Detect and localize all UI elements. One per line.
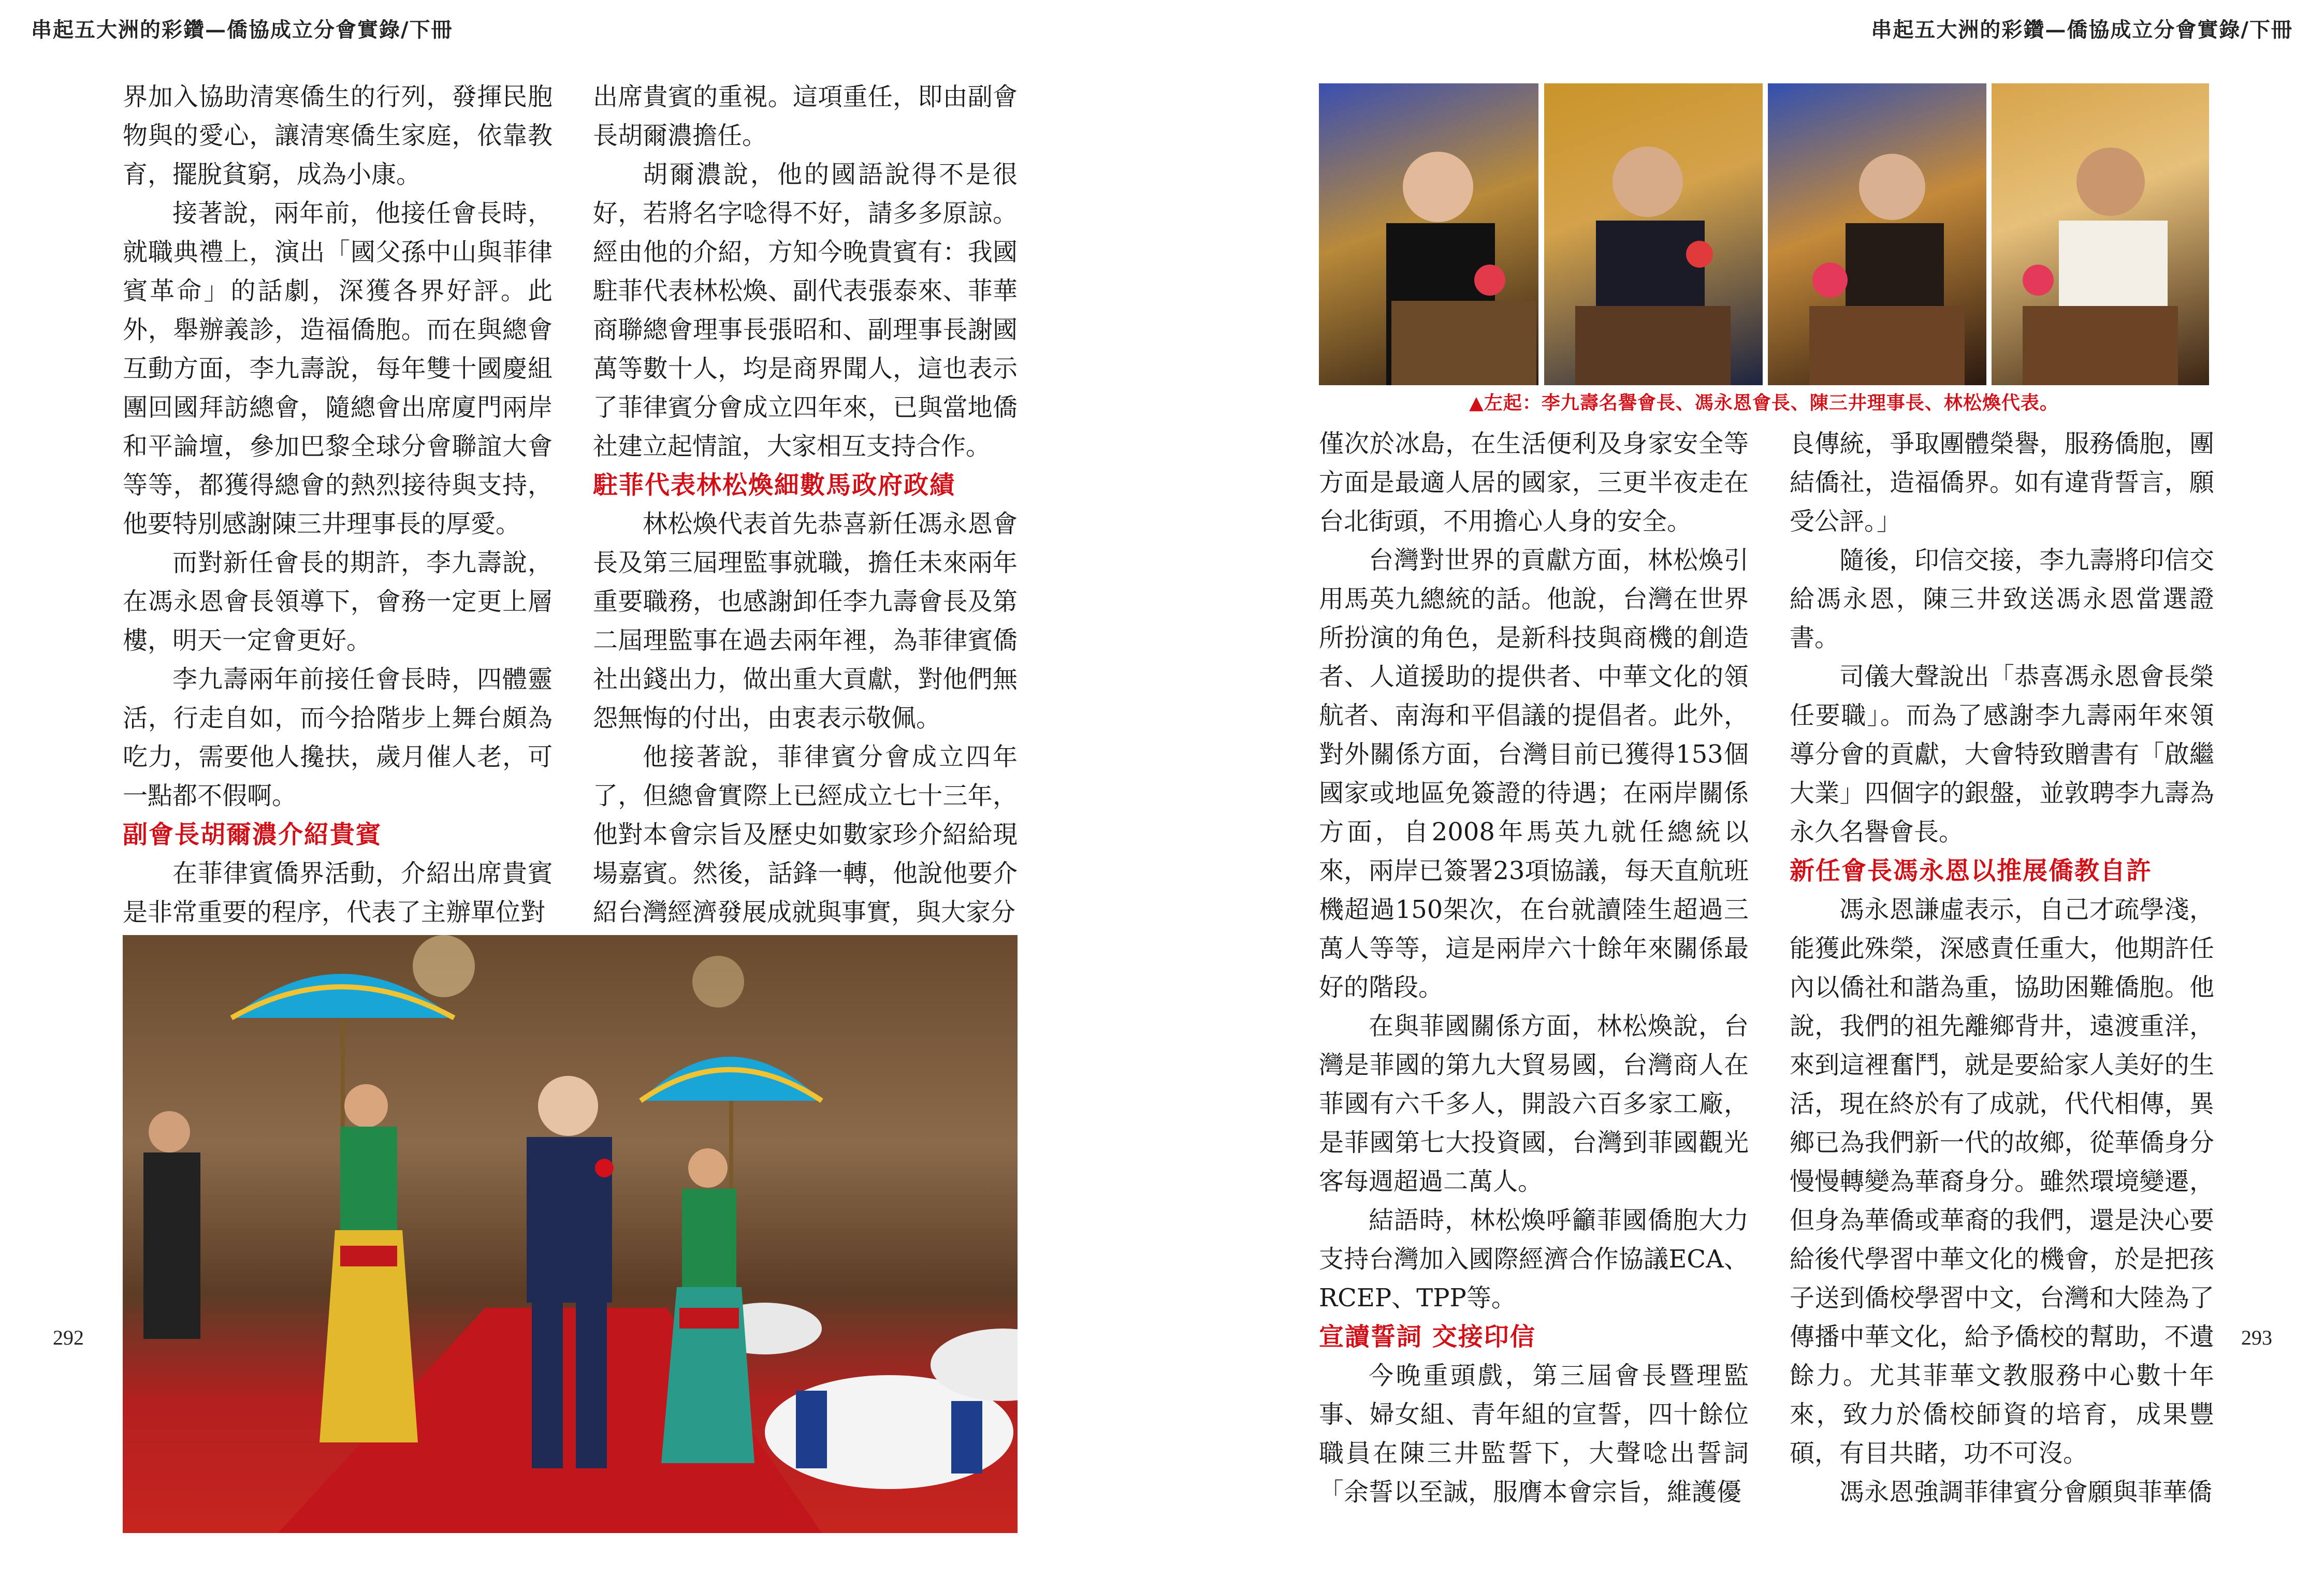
photo-caption: ▲左起：李九壽名譽會長、馮永恩會長、陳三井理事長、林松煥代表。 — [1469, 392, 2059, 414]
paragraph: 馮永恩謙虛表示，自己才疏學淺，能獲此殊榮，深感責任重大，他期許任內以僑社和諧為重，協助困難僑胞。他說，我們的祖先離鄉背井，遠渡重洋，來到這裡奮鬥，就是要給家人美好的生活，現在終於有了成就，代代相傳，異鄉已為我們新一代的故鄉，從華僑身分慢慢轉變為華裔身分。雖然環境變遷，但身為華僑或華裔的我們，還是決心要給後代學習中華文化的機會，於是把孩子送到僑校學習中文，台灣和大陸為了傳播中華文化，給予僑校的幫助，不遺餘力。尤其菲華文教服務中心數十年來，致力於僑校師資的培育，成果豐碩，有目共睹，功不可沒。 — [1790, 895, 2214, 1468]
section-heading: 駐菲代表林松煥細數馬政府政績 — [593, 471, 956, 500]
paragraph: 李九壽兩年前接任會長時，四體靈活，行走自如，而今拾階步上舞台頗為吃力，需要他人攙扶，歲月催人老，可一點都不假啊。 — [123, 665, 553, 810]
paragraph: 接著說，兩年前，他接任會長時，就職典禮上，演出「國父孫中山與菲律賓革命」的話劇，深獲各界好評。此外，舉辦義診，造福僑胞。而在與總會互動方面，李九壽說，每年雙十國慶組團回國拜訪總會，隨總會出席廈門兩岸和平論壇，參加巴黎全球分會聯誼大會等等，都獲得總會的熱烈接待與支持，他要特別感謝陳三井理事長的厚愛。 — [123, 199, 553, 538]
paragraph: 僅次於冰島，在生活便利及身家安全等方面是最適人居的國家，三更半夜走在台北街頭，不用擔心人身的安全。 — [1319, 429, 1749, 536]
paragraph: 出席貴賓的重視。這項重任，即由副會長胡爾濃擔任。 — [593, 82, 1018, 150]
article-column-1 — [123, 78, 553, 932]
paragraph: 林松煥代表首先恭喜新任馮永恩會長及第三屆理監事就職，擔任未來兩年重要職務，也感謝卸任李九壽會長及第二屆理監事在過去兩年裡，為菲律賓僑社出錢出力，做出重大貢獻，對他們無怨無悔的付出，由衷表示敬佩。 — [593, 509, 1018, 733]
paragraph: 良傳統，爭取團體榮譽，服務僑胞，團結僑社，造福僑界。如有違背誓言，願受公評。」 — [1790, 429, 2214, 536]
paragraph: 馮永恩強調菲律賓分會願與菲華僑 — [1839, 1478, 2213, 1507]
ceremony-procession-photo — [123, 935, 1018, 1533]
paragraph: 胡爾濃說，他的國語說得不是很好，若將名字唸得不好，請多多原諒。經由他的介紹，方知今晚貴賓有：我國駐菲代表林松煥、副代表張泰來、菲華商聯總會理事長張昭和、副理事長謝國萬等數十人，均是商界聞人，這也表示了菲律賓分會成立四年來，已與當地僑社建立起情誼，大家相互支持合作。 — [593, 160, 1018, 461]
speaker-photo-3 — [1768, 83, 1986, 385]
speaker-photo-1 — [1319, 83, 1538, 385]
paragraph: 今晚重頭戲，第三屆會長暨理監事、婦女組、青年組的宣誓，四十餘位職員在陳三井監誓下，大聲唸出誓詞「余誓以至誠，服膺本會宗旨，維護優 — [1319, 1361, 1749, 1507]
running-header-left: 串起五大洲的彩鑽—僑協成立分會實錄/下冊 — [31, 18, 453, 42]
paragraph: 界加入協助清寒僑生的行列，發揮民胞物與的愛心，讓清寒僑生家庭，依靠教育，擺脫貧窮，成為小康。 — [123, 82, 553, 189]
paragraph: 他接著說，菲律賓分會成立四年了，但總會實際上已經成立七十三年，他對本會宗旨及歷史如數家珍介紹給現場嘉賓。然後，話鋒一轉，他說他要介紹台灣經濟發展成就與事實，與大家分 — [593, 742, 1018, 927]
procession-illustration — [123, 935, 1018, 1533]
paragraph: 在菲律賓僑界活動，介紹出席貴賓是非常重要的程序，代表了主辦單位對 — [123, 859, 553, 927]
running-header-right: 串起五大洲的彩鑽—僑協成立分會實錄/下冊 — [1871, 18, 2293, 42]
speaker-illustration — [1768, 83, 1986, 385]
paragraph: 而對新任會長的期許，李九壽說，在馮永恩會長領導下，會務一定更上層樓，明天一定會更好。 — [123, 548, 553, 655]
section-heading: 宣讀誓詞 交接印信 — [1319, 1322, 1536, 1351]
paragraph: 隨後，印信交接，李九壽將印信交給馮永恩，陳三井致送馮永恩當選證書。 — [1790, 546, 2214, 652]
paragraph: 台灣對世界的貢獻方面，林松煥引用馬英九總統的話。他說，台灣在世界所扮演的角色，是新科技與商機的創造者、人道援助的提供者、中華文化的領航者、南海和平倡議的提倡者。此外，對外關係方面，台灣目前已獲得153個國家或地區免簽證的待遇；在兩岸關係方面，自2008年馬英九就任總統以來，兩岸已簽署23項協議，每天直航班機超過150架次，在台就讀陸生超過三萬人等等，這是兩岸六十餘年來關係最好的階段。 — [1319, 546, 1749, 1002]
section-heading: 副會長胡爾濃介紹貴賓 — [123, 820, 382, 849]
article-column-4 — [1790, 425, 2214, 1512]
paragraph: 司儀大聲說出「恭喜馮永恩會長榮任要職」。而為了感謝李九壽兩年來領導分會的貢獻，大會特致贈書有「啟繼大業」四個字的銀盤，並敦聘李九壽為永久名譽會長。 — [1790, 662, 2214, 847]
speaker-illustration — [1992, 83, 2209, 385]
speaker-illustration — [1319, 83, 1538, 385]
speaker-photo-4 — [1992, 83, 2209, 385]
article-column-3 — [1319, 425, 1749, 1512]
paragraph: 在與菲國關係方面，林松煥說，台灣是菲國的第九大貿易國，台灣商人在菲國有六千多人，開設六百多家工廠，是菲國第七大投資國，台灣到菲國觀光客每週超過二萬人。 — [1319, 1012, 1749, 1196]
speaker-photo-2 — [1544, 83, 1763, 385]
speaker-illustration — [1544, 83, 1763, 385]
section-heading: 新任會長馮永恩以推展僑教自許 — [1790, 856, 2153, 885]
page-number-left: 292 — [53, 1326, 84, 1349]
article-column-2 — [593, 78, 1018, 932]
page-number-right: 293 — [2241, 1326, 2272, 1349]
paragraph: 結語時，林松煥呼籲菲國僑胞大力支持台灣加入國際經濟合作協議ECA、RCEP、TPP等。 — [1319, 1206, 1749, 1312]
